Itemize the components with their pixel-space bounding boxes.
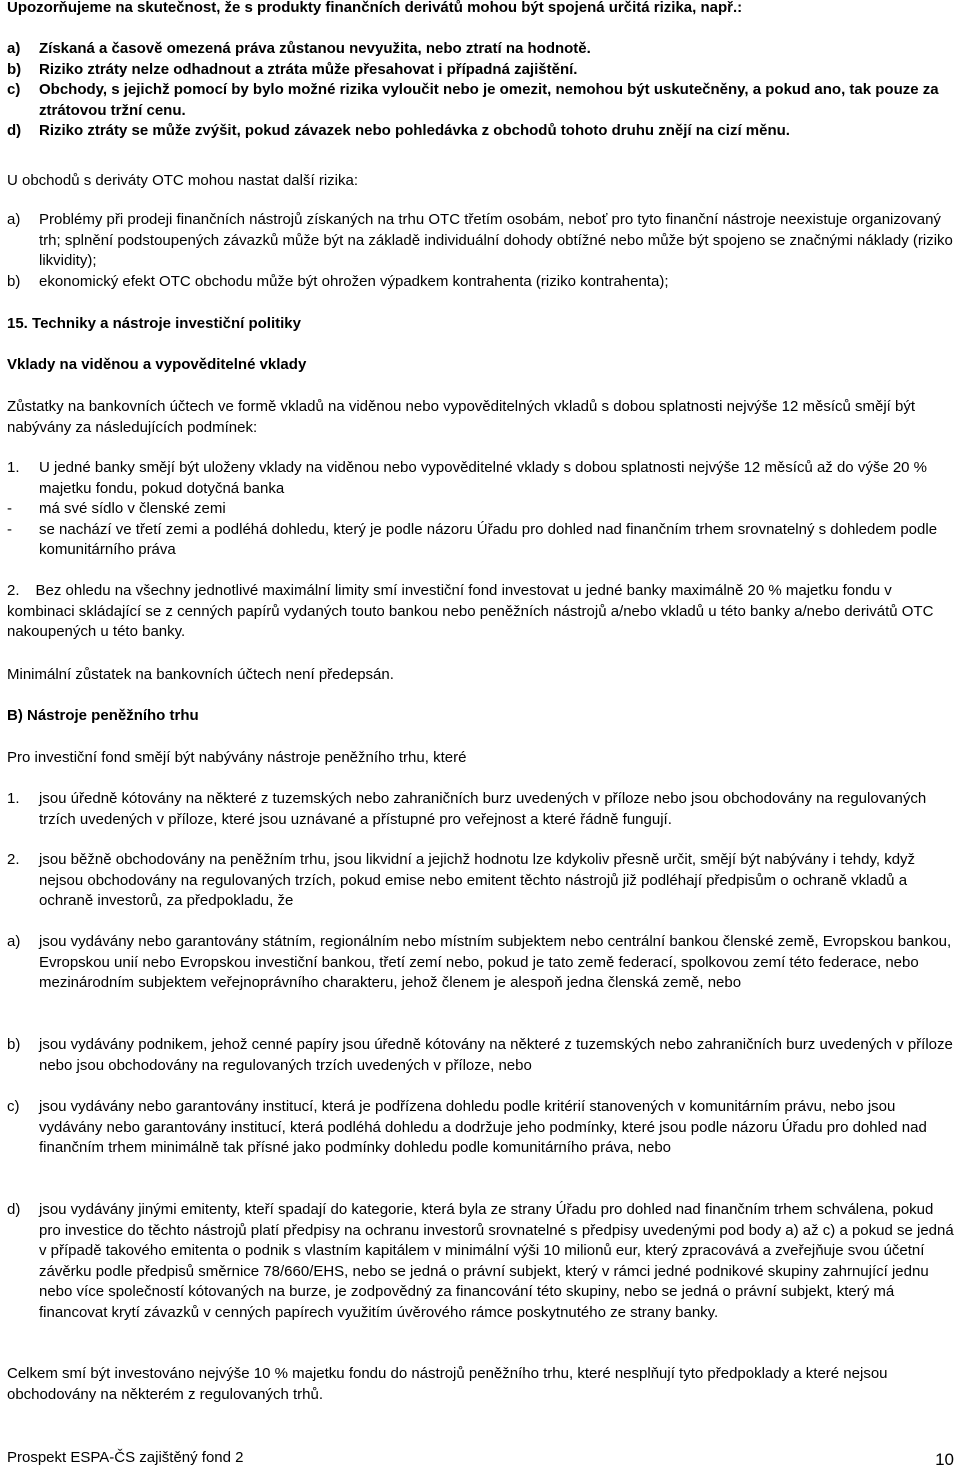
section-heading: 15. Techniky a nástroje investiční politiky — [7, 315, 301, 332]
otc-risk-list — [7, 210, 957, 292]
otc-intro: U obchodů s deriváty OTC mohou nastat další rizika: — [7, 172, 358, 189]
deposit-rule-1 — [7, 458, 957, 561]
mm-item-d — [7, 1200, 957, 1323]
list-item: 1. jsou úředně kótovány na některé z tuzemských nebo zahraničních burz uvedených v příloze nebo jsou obchodovány na regulovaných trzích uvedených v příloze, které jsou uznávané a přístupné pro veřejnost a které řádně fungují. — [7, 790, 927, 828]
risk-list-bold — [7, 39, 957, 142]
list-item: b) jsou vydávány podnikem, jehož cenné papíry jsou úředně kótovány na některé z tuzemských nebo zahraničních burz uvedených v příloze nebo jsou obchodovány na regulovaných trzích uvedených v příloze, nebo — [7, 1036, 953, 1074]
list-item: 1. U jedné banky smějí být uloženy vklady na viděnou nebo vypověditelné vklady s dobou splatnosti nejvýše 12 měsíců až do výše 20 % majetku fondu, pokud dotyčná banka — [7, 459, 928, 497]
deposit-rule-2: 2. Bez ohledu na všechny jednotlivé maximální limity smí investiční fond investovat u jedné banky maximálně 20 % majetku fondu v kombinaci skládající se z cenných papírů vydaných touto bankou nebo peněžních nástrojů a/nebo vkladů u této banky a/nebo derivátů OTC nakoupených u této banky. — [7, 582, 934, 640]
footer-title: Prospekt ESPA-ČS zajištěný fond 2 — [7, 1449, 244, 1466]
dash-item: - se nachází ve třetí zemi a podléhá dohledu, který je podle názoru Úřadu pro dohled nad finančním trhem srovnatelný s dohledem podle komunitárního práva — [7, 520, 938, 558]
list-item: c) jsou vydávány nebo garantovány institucí, která je podřízena dohledu podle kritérií stanovených v komunitárním právu, nebo jsou vydávány nebo garantovány institucí, která podléhá dohledu a dodržuje jeho podmínky, které jsou podle názoru Úřadu pro dohled nad finančním trhem minimálně tak přísné jako podmínky dohledu podle komunitárního práva, nebo — [7, 1098, 927, 1156]
dash-item: - má své sídlo v členské zemi — [7, 500, 226, 517]
list-item: d) jsou vydávány jinými emitenty, kteří spadají do kategorie, která byla ze strany Úřadu pro dohled nad finančním trhem schválena, pokud pro investice do těchto nástrojů platí předpisy na ochranu investorů srovnatelné s předpisy uvedenými pod body a) až c) a pokud se jedná v případě takového emitenta o podnik s vlastním kapitálem v minimální výši 10 milionů eur, který zpracovává a zveřejňuje svou účetní závěrku podle předpisů směrnice 78/660/EHS, nebo se jedná o právní subjekt, který v rámci jedné podnikové skupiny zahrnující jednu nebo více společností kótovaných na burze, je zodpovědný za financování této skupiny, nebo se jedná o právní subjekt, který má financovat krytí závazků v cenných papírech využitím úvěrového rámce poskytnutého ze strany banky. — [7, 1201, 954, 1321]
mm-item-a — [7, 932, 957, 994]
list-item: a) jsou vydávány nebo garantovány státním, regionálním nebo místním subjektem nebo centrální bankou členské země, Evropskou bankou, Evropskou unií nebo Evropskou investiční bankou, třetí zemí nebo, pokud je tato země federací, spolkovou zemí této federace, nebo mezinárodním subjektem veřejnoprávního charakteru, jehož členem je alespoň jedna členská země, nebo — [7, 933, 952, 991]
money-market-intro: Pro investiční fond smějí být nabývány nástroje peněžního trhu, které — [7, 749, 467, 766]
list-item: a) Získaná a časově omezená práva zůstanou nevyužita, nebo ztratí na hodnotě. — [7, 40, 591, 57]
list-item: b) Riziko ztráty nelze odhadnout a ztráta může přesahovat i případná zajištění. — [7, 60, 578, 78]
list-item: d) Riziko ztráty se může zvýšit, pokud závazek nebo pohledávka z obchodů tohoto druhu znějí na cizí měnu. — [7, 122, 790, 139]
mm-item-c — [7, 1097, 957, 1159]
min-balance-note: Minimální zůstatek na bankovních účtech není předepsán. — [7, 666, 394, 683]
mm-item-b — [7, 1035, 957, 1076]
deposits-intro: Zůstatky na bankovních účtech ve formě vkladů na viděnou nebo vypověditelných vkladů s dobou splatnosti nejvýše 12 měsíců smějí být nabývány za následujících podmínek: — [7, 398, 916, 436]
list-item: a) Problémy při prodeji finančních nástrojů získaných na trhu OTC třetím osobám, neboť pro tyto finanční nástroje neexistuje organizovaný trh; splnění podstoupených závazků může být na základě individuální dohody obtížné nebo může být spojeno se značnými náklady (riziko likvidity); — [7, 211, 953, 269]
mm-item-1 — [7, 789, 957, 830]
mm-item-2 — [7, 850, 957, 912]
closing-paragraph: Celkem smí být investováno nejvýše 10 % majetku fondu do nástrojů peněžního trhu, které nesplňují tyto předpoklady a které nejsou obchodovány na některém z regulovaných trhů. — [7, 1365, 888, 1403]
page-number: 10 — [935, 1450, 954, 1469]
list-item: b) ekonomický efekt OTC obchodu může být ohrožen výpadkem kontrahenta (riziko kontrahenta); — [7, 272, 669, 290]
money-market-heading: B) Nástroje peněžního trhu — [7, 707, 199, 724]
list-item: c) Obchody, s jejichž pomocí by bylo možné rizika vyloučit nebo je omezit, nemohou být uskutečněny, a pokud ano, tak pouze za ztrátovou tržní cenu. — [7, 81, 939, 119]
risk-warning-intro: Upozorňujeme na skutečnost, že s produkty finančních derivátů mohou být spojená určitá rizika, např.: — [7, 0, 743, 16]
deposits-heading: Vklady na viděnou a vypověditelné vklady — [7, 356, 307, 373]
list-item: 2. jsou běžně obchodovány na peněžním trhu, jsou likvidní a jejichž hodnotu lze kdykoliv přesně určit, smějí být nabývány i tehdy, když nejsou obchodovány na regulovaných trzích, pokud emise nebo emitent těchto nástrojů již podléhají předpisům o ochraně vkladů a ochraně investorů, za předpokladu, že — [7, 851, 916, 909]
